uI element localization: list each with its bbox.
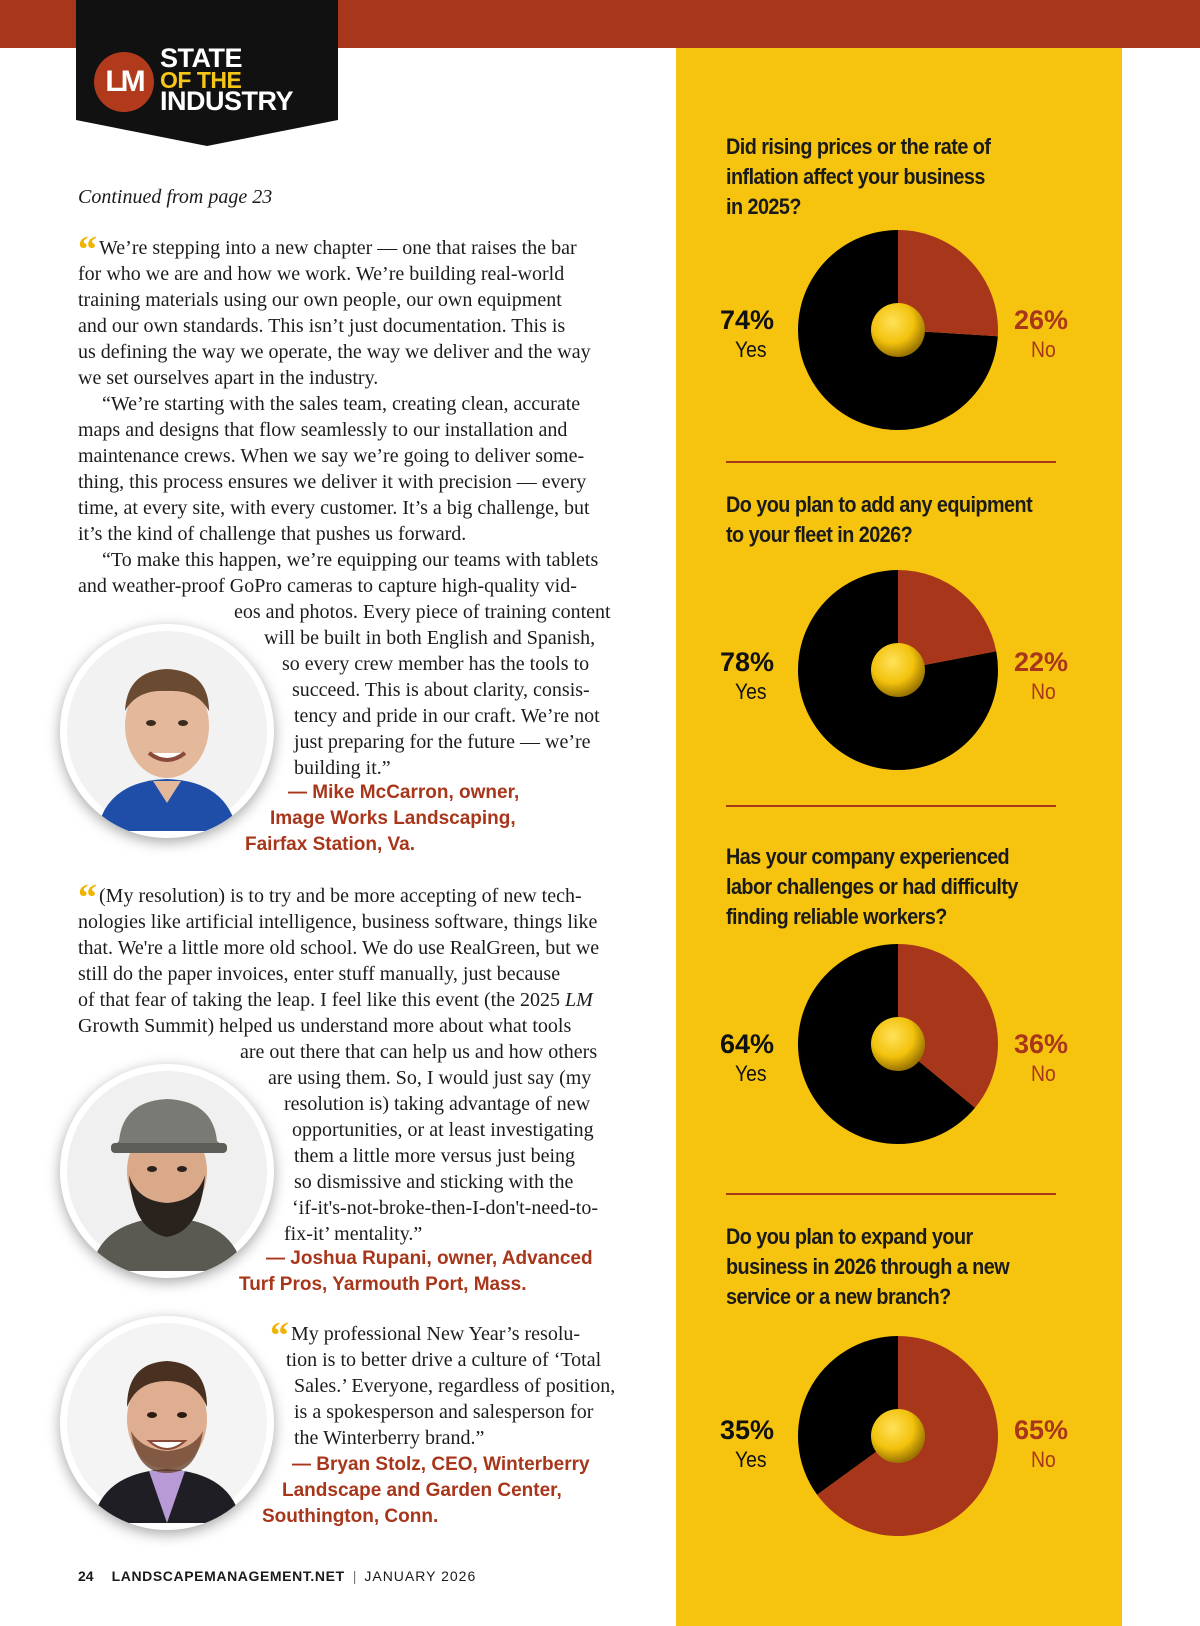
quote-1-line: training materials using our own people, our own equipment bbox=[78, 289, 562, 311]
quote-3-attribution: Landscape and Garden Center, bbox=[282, 1480, 562, 1501]
badge-title bbox=[160, 43, 294, 116]
quote-2-line: fix-it’ mentality.” bbox=[284, 1223, 423, 1245]
chart-4-title-line: Do you plan to expand your bbox=[726, 1224, 973, 1249]
quote-mark-icon: “ bbox=[78, 229, 97, 271]
chart-4-pie bbox=[796, 1334, 1000, 1538]
continued-note: Continued from page 23 bbox=[78, 186, 273, 208]
quote-1-line: just preparing for the future — we’re bbox=[294, 731, 591, 753]
quote-1-attribution: Fairfax Station, Va. bbox=[245, 834, 415, 855]
quote-1-line: for who we are and how we work. We’re building real-world bbox=[78, 263, 565, 285]
quote-1-line: will be built in both English and Spanish, bbox=[264, 627, 596, 649]
quote-3-line: tion is to better drive a culture of ‘Total bbox=[286, 1349, 602, 1371]
quote-1-line: “To make this happen, we’re equipping our teams with tablets bbox=[102, 549, 599, 571]
quote-1-line: “We’re starting with the sales team, creating clean, accurate bbox=[102, 393, 581, 415]
chart-3-title-line: finding reliable workers? bbox=[726, 904, 947, 929]
chart-3-title-line: Has your company experienced bbox=[726, 844, 1010, 869]
chart-1-title-line: in 2025? bbox=[726, 194, 801, 219]
chart-4-title-line: business in 2026 through a new bbox=[726, 1254, 1010, 1279]
chart-4-no-label: No bbox=[1031, 1447, 1056, 1472]
chart-3-pie bbox=[796, 942, 1000, 1146]
chart-1-title-line: Did rising prices or the rate of bbox=[726, 134, 991, 159]
quote-1-attribution: — Mike McCarron, owner, bbox=[288, 782, 520, 803]
quote-1-line: eos and photos. Every piece of training content bbox=[234, 601, 611, 623]
quote-2-line: them a little more versus just being bbox=[294, 1145, 576, 1167]
chart-3-no-value: 36% bbox=[1014, 1029, 1069, 1059]
quote-3-line: Sales.’ Everyone, regardless of position, bbox=[294, 1375, 616, 1397]
quote-3-attribution: Southington, Conn. bbox=[262, 1506, 439, 1527]
footer-separator: | bbox=[352, 1568, 357, 1584]
chart-2-no-label: No bbox=[1031, 679, 1056, 704]
quote-3-line: is a spokesperson and salesperson for bbox=[294, 1401, 594, 1423]
quote-2-line: so dismissive and sticking with the bbox=[294, 1171, 574, 1193]
chart-1-yes-label: Yes bbox=[735, 337, 767, 362]
chart-4-title-line: service or a new branch? bbox=[726, 1284, 951, 1309]
chart-1-question bbox=[726, 132, 1059, 222]
quote-2-line bbox=[78, 877, 582, 919]
chart-1-no-label: No bbox=[1031, 337, 1056, 362]
chart-4-center-ball bbox=[871, 1409, 925, 1463]
section-badge bbox=[76, 0, 338, 146]
chart-3-title-line: labor challenges or had difficulty bbox=[726, 874, 1018, 899]
chart-2-no-value: 22% bbox=[1014, 647, 1069, 677]
chart-3-center-ball bbox=[871, 1017, 925, 1071]
quote-1-line bbox=[78, 229, 577, 271]
quote-3-text: My professional New Year’s resolu- bbox=[291, 1323, 581, 1345]
chart-4-no-value: 65% bbox=[1014, 1415, 1069, 1445]
quote-1-line: maintenance crews. When we say we’re going to deliver some- bbox=[78, 445, 585, 467]
footer-date: JANUARY 2026 bbox=[364, 1568, 477, 1584]
chart-4-yes-value: 35% bbox=[720, 1415, 775, 1445]
chart-4-yes-label: Yes bbox=[735, 1447, 767, 1472]
quote-mark-icon: “ bbox=[78, 877, 97, 919]
quote-1-line: building it.” bbox=[294, 757, 391, 779]
chart-2-title-line: to your fleet in 2026? bbox=[726, 522, 913, 547]
quote-2-line: are out there that can help us and how others bbox=[240, 1041, 598, 1063]
chart-1-yes-value: 74% bbox=[720, 305, 775, 335]
quote-3-line: the Winterberry brand.” bbox=[294, 1427, 485, 1449]
badge-line-1: STATE bbox=[160, 43, 242, 73]
chart-2-pie bbox=[796, 568, 1000, 772]
chart-2-center-ball bbox=[871, 643, 925, 697]
portrait-illustration bbox=[67, 1071, 267, 1271]
portrait-illustration bbox=[67, 1323, 267, 1523]
quote-2-line: ‘if-it's-not-broke-then-I-don't-need-to- bbox=[292, 1197, 598, 1219]
quote-1-line: we set ourselves apart in the industry. bbox=[78, 367, 379, 389]
quote-1-attribution: Image Works Landscaping, bbox=[270, 808, 516, 829]
quote-2-attribution: — Joshua Rupani, owner, Advanced bbox=[266, 1248, 593, 1269]
portrait-bryan-stolz bbox=[60, 1316, 274, 1530]
chart-2-question bbox=[726, 490, 1059, 550]
quote-2-text: (My resolution) is to try and be more accepting of new tech- bbox=[99, 885, 582, 907]
portrait-illustration bbox=[67, 631, 267, 831]
chart-1-no-value: 26% bbox=[1014, 305, 1069, 335]
lm-italic: LM bbox=[565, 989, 593, 1011]
lm-logo: LM bbox=[94, 52, 154, 112]
quote-1-line: succeed. This is about clarity, consis- bbox=[292, 679, 590, 701]
quote-2-line: still do the paper invoices, enter stuff manually, just because bbox=[78, 963, 561, 985]
quote-mark-icon: “ bbox=[270, 1315, 289, 1357]
quote-1-line: and our own standards. This isn’t just documentation. This is bbox=[78, 315, 566, 337]
chart-1-title-line: inflation affect your business bbox=[726, 164, 985, 189]
quote-3-attribution: — Bryan Stolz, CEO, Winterberry bbox=[292, 1454, 590, 1475]
footer-site: LANDSCAPEMANAGEMENT.NET bbox=[111, 1568, 345, 1584]
chart-3-no-label: No bbox=[1031, 1061, 1056, 1086]
quote-2-text: of that fear of taking the leap. I feel like this event (the 2025 bbox=[78, 989, 566, 1011]
quote-1-line: maps and designs that flow seamlessly to our installation and bbox=[78, 419, 568, 441]
chart-3-question bbox=[726, 842, 1059, 932]
quote-3-line bbox=[270, 1315, 581, 1357]
chart-3-yes-value: 64% bbox=[720, 1029, 775, 1059]
quote-1-line: so every crew member has the tools to bbox=[282, 653, 590, 675]
chart-divider bbox=[726, 461, 1056, 463]
quote-2-line: resolution is) taking advantage of new bbox=[284, 1093, 591, 1115]
portrait-mike-mccarron bbox=[60, 624, 274, 838]
chart-divider bbox=[726, 805, 1056, 807]
quote-2-line: nologies like artificial intelligence, business software, things like bbox=[78, 911, 598, 933]
quote-2-attribution: Turf Pros, Yarmouth Port, Mass. bbox=[239, 1274, 527, 1295]
page-footer bbox=[78, 1568, 476, 1584]
chart-1-pie bbox=[796, 228, 1000, 432]
quote-2-line: Growth Summit) helped us understand more about what tools bbox=[78, 1015, 572, 1037]
quote-1-line: us defining the way we operate, the way we deliver and the way bbox=[78, 341, 591, 363]
portrait-joshua-rupani bbox=[60, 1064, 274, 1278]
quote-1-line: time, at every site, with every customer. It’s a big challenge, but bbox=[78, 497, 590, 519]
quote-2-line: that. We're a little more old school. We do use RealGreen, but we bbox=[78, 937, 600, 959]
quote-2-line: opportunities, or at least investigating bbox=[292, 1119, 594, 1141]
quote-2-line: are using them. So, I would just say (my bbox=[268, 1067, 592, 1089]
quote-2-line bbox=[78, 988, 593, 1014]
quote-1-line: thing, this process ensures we deliver it with precision — every bbox=[78, 471, 587, 493]
quote-1-line: tency and pride in our craft. We’re not bbox=[294, 705, 600, 727]
chart-2-title-line: Do you plan to add any equipment bbox=[726, 492, 1033, 517]
chart-divider bbox=[726, 1193, 1056, 1195]
badge-line-3: INDUSTRY bbox=[160, 86, 294, 116]
page-number: 24 bbox=[78, 1568, 94, 1584]
chart-4-question bbox=[726, 1222, 1059, 1312]
quote-1-text: We’re stepping into a new chapter — one that raises the bar bbox=[99, 237, 577, 259]
chart-1-center-ball bbox=[871, 303, 925, 357]
quote-1-line: it’s the kind of challenge that pushes us forward. bbox=[78, 523, 467, 545]
chart-2-yes-value: 78% bbox=[720, 647, 775, 677]
badge-line-2: OF THE bbox=[160, 67, 242, 93]
chart-3-yes-label: Yes bbox=[735, 1061, 767, 1086]
quote-1-line: and weather-proof GoPro cameras to capture high-quality vid- bbox=[78, 575, 577, 597]
chart-2-yes-label: Yes bbox=[735, 679, 767, 704]
